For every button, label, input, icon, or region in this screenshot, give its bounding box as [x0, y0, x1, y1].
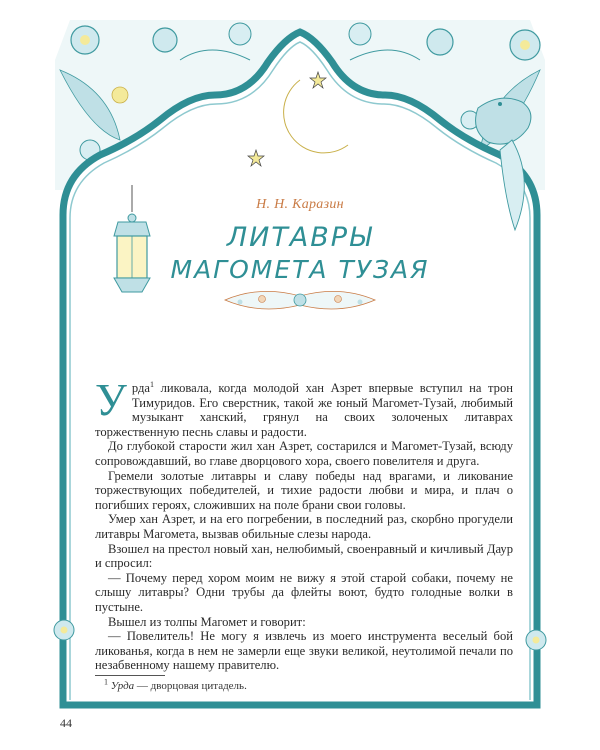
first-word-rest: рда [131, 381, 151, 395]
paragraph: — Повелитель! Не могу я извлечь из моего инструмента веселый бой ликованья, когда в нем не замерли еще звуки великой, неутолимой печали по незабвенному нашему правителю. [95, 629, 513, 673]
title-line-1: ЛИТАВРЫ [226, 222, 374, 253]
paragraph: Взошел на престол новый хан, нелюбимый, своенравный и кичливый Даур и спросил: [95, 541, 513, 571]
footnote [104, 677, 247, 692]
paragraph: До глубокой старости жил хан Азрет, состарился и Магомет-Тузай, всюду сопровождавший, во главе дворцового хора, своего повелителя и друга. [95, 439, 513, 468]
paragraph: Гремели золотые литавры и славу победы над врагами, и ликование торжествующих победителей, и тихие радости любви и мира, и плач о погибших героях, сложивших на поле брани свои головы. [95, 468, 513, 512]
story-text [95, 375, 513, 673]
author-name: Н. Н. Каразин [256, 197, 344, 212]
flower-divider [225, 291, 375, 309]
drop-cap: У [95, 375, 127, 425]
first-paragraph-text: ликовала, когда молодой хан Азрет впервые вступил на трон Тимуридов. Его сверстник, такой же юный Магомет-Тузай, любимый музыкант ханский, грянул на своих золоченых литаврах торжественную песнь славы и радости. [95, 381, 513, 439]
footnote-term: Урда [110, 680, 135, 692]
paragraph: Вышел из толпы Магомет и говорит: [108, 614, 306, 629]
footnote-definition: — дворцовая цитадель. [134, 680, 247, 692]
title-line-2: МАГОМЕТА ТУЗАЯ [170, 255, 430, 284]
paragraph: Умер хан Азрет, и на его погребении, в последний раз, скорбно прогудели литавры Магомета, вызвав обильные слезы народа. [95, 512, 513, 541]
footnote-reference[interactable]: 1 [150, 379, 155, 389]
page-number: 44 [60, 716, 72, 730]
paragraph: — Почему перед хором моим не вижу я этой старой собаки, почему не слышу литавры? Одни трубы да флейты воют, будто голодные волки в пустыне. [95, 570, 513, 614]
paragraph-first [95, 375, 513, 439]
footnote-divider [95, 675, 165, 676]
footnote-mark: 1 [104, 677, 108, 687]
